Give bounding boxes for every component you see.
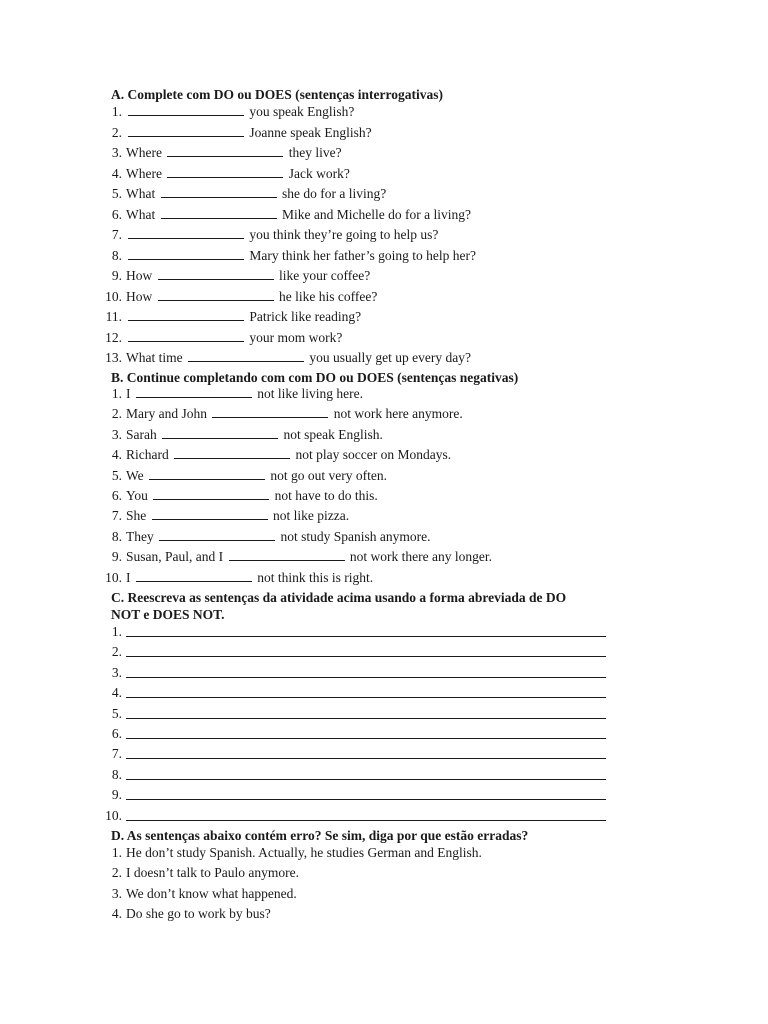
section-c-item — [100, 765, 620, 785]
item-number: 10. — [105, 288, 122, 304]
answer-blank[interactable] — [161, 185, 277, 198]
item-suffix: not speak English. — [283, 426, 383, 442]
item-number: 2. — [111, 644, 122, 660]
item-suffix: he like his coffee? — [279, 288, 378, 304]
item-number: 13. — [105, 350, 122, 365]
item-suffix: Joanne speak English? — [249, 124, 372, 140]
item-text — [126, 445, 451, 465]
item-suffix: not play soccer on Mondays. — [295, 447, 452, 463]
section-c-item — [100, 622, 620, 642]
item-number: 4. — [111, 685, 122, 701]
item-number: 4. — [111, 906, 122, 922]
answer-blank[interactable] — [159, 528, 275, 541]
item-prefix: Where — [126, 165, 162, 181]
answer-blank[interactable] — [128, 329, 244, 342]
item-text — [126, 547, 492, 567]
item-text — [126, 246, 476, 266]
item-number: 7. — [111, 227, 122, 242]
item-text: He don’t study Spanish. Actually, he studies German and English. — [126, 845, 482, 860]
item-text — [126, 143, 342, 163]
item-suffix: not work there any longer. — [349, 549, 492, 565]
item-suffix: Jack work? — [288, 165, 350, 181]
answer-blank[interactable] — [167, 165, 283, 178]
item-number: 10. — [105, 569, 122, 585]
answer-blank[interactable] — [153, 487, 269, 500]
item-number: 1. — [111, 624, 122, 639]
answer-blank[interactable] — [212, 405, 328, 418]
section-d-heading: D. As sentenças abaixo contém erro? Se sim, diga por que estão erradas? — [111, 828, 529, 843]
item-text — [126, 384, 363, 404]
item-number: 4. — [111, 447, 122, 463]
item-suffix: you usually get up every day? — [309, 350, 471, 365]
item-number: 9. — [111, 787, 122, 803]
item-suffix: they live? — [288, 145, 342, 160]
item-text — [126, 348, 471, 368]
item-number: 10. — [105, 807, 122, 823]
section-c-item — [100, 683, 620, 703]
item-number: 5. — [111, 467, 122, 483]
answer-blank[interactable] — [128, 226, 244, 239]
item-prefix: What — [126, 186, 156, 201]
item-prefix: What — [126, 206, 156, 222]
item-suffix: you speak English? — [249, 104, 355, 119]
item-number: 8. — [111, 528, 122, 544]
item-number: 7. — [111, 746, 122, 762]
item-number: 5. — [111, 186, 122, 201]
item-text: I doesn’t talk to Paulo anymore. — [126, 865, 299, 881]
item-number: 6. — [111, 206, 122, 222]
item-suffix: not have to do this. — [274, 488, 378, 503]
answer-blank[interactable] — [136, 385, 252, 398]
item-suffix: she do for a living? — [282, 186, 387, 201]
item-suffix: like your coffee? — [279, 268, 371, 283]
item-prefix: Susan, Paul, and I — [126, 549, 224, 565]
answer-blank[interactable] — [152, 507, 268, 520]
item-prefix: Mary and John — [126, 406, 207, 422]
item-prefix: How — [126, 288, 153, 304]
answer-line[interactable] — [126, 806, 606, 821]
item-suffix: Patrick like reading? — [249, 309, 362, 324]
item-number: 3. — [111, 664, 122, 680]
item-prefix: I — [126, 569, 131, 585]
item-text — [126, 287, 377, 307]
item-text — [126, 527, 431, 547]
answer-line[interactable] — [126, 744, 606, 759]
answer-line[interactable] — [126, 683, 606, 698]
section-a-heading: A. Complete com DO ou DOES (sentenças interrogativas) — [111, 87, 443, 102]
item-prefix: We — [126, 467, 144, 483]
answer-blank[interactable] — [158, 267, 274, 280]
answer-line[interactable] — [126, 642, 606, 657]
answer-blank[interactable] — [128, 103, 244, 116]
item-prefix: They — [126, 528, 154, 544]
item-number: 4. — [111, 165, 122, 181]
item-prefix: How — [126, 268, 153, 283]
item-text — [126, 184, 386, 204]
section-c-heading-cont: NOT e DOES NOT. — [111, 607, 225, 622]
item-text — [126, 486, 378, 506]
item-suffix: Mary think her father’s going to help her? — [249, 247, 476, 263]
answer-blank[interactable] — [128, 247, 244, 260]
item-suffix: Mike and Michelle do for a living? — [282, 206, 471, 222]
section-c-item — [100, 806, 620, 826]
item-number: 2. — [111, 124, 122, 140]
section-c-item — [100, 785, 620, 805]
section-c-heading: C. Reescreva as sentenças da atividade acima usando a forma abreviada de DO — [111, 590, 567, 605]
answer-line[interactable] — [126, 785, 606, 800]
item-number: 3. — [111, 885, 122, 901]
item-number: 9. — [111, 268, 122, 283]
answer-line[interactable] — [126, 663, 606, 678]
item-text — [126, 307, 361, 327]
item-number: 7. — [111, 508, 122, 524]
item-number: 6. — [111, 488, 122, 503]
item-suffix: not like living here. — [257, 386, 363, 401]
item-suffix: not work here anymore. — [333, 406, 463, 422]
item-number: 1. — [111, 386, 122, 401]
answer-blank[interactable] — [167, 144, 283, 157]
item-text — [126, 568, 373, 588]
item-suffix: not study Spanish anymore. — [280, 528, 431, 544]
item-text — [126, 425, 383, 445]
item-number: 8. — [111, 766, 122, 782]
answer-line[interactable] — [126, 724, 606, 739]
item-text — [126, 102, 354, 122]
item-number: 12. — [105, 329, 122, 345]
item-number: 1. — [111, 845, 122, 860]
item-number: 1. — [111, 104, 122, 119]
item-text — [126, 266, 370, 286]
item-number: 3. — [111, 145, 122, 160]
section-c-item — [100, 663, 620, 683]
item-number: 6. — [111, 726, 122, 741]
answer-line[interactable] — [126, 765, 606, 780]
item-text — [126, 404, 463, 424]
item-text — [126, 164, 350, 184]
item-prefix: Sarah — [126, 426, 157, 442]
item-text: We don’t know what happened. — [126, 885, 297, 901]
answer-blank[interactable] — [188, 349, 304, 362]
answer-blank[interactable] — [174, 446, 290, 459]
item-number: 2. — [111, 865, 122, 881]
item-text — [126, 466, 387, 486]
item-text — [126, 328, 342, 348]
item-prefix: What time — [126, 350, 183, 365]
section-b-heading: B. Continue completando com com DO ou DOES (sentenças negativas) — [111, 370, 519, 385]
answer-blank[interactable] — [128, 308, 244, 321]
section-c-item — [100, 724, 620, 744]
item-prefix: Richard — [126, 447, 169, 463]
item-suffix: not go out very often. — [270, 467, 388, 483]
item-text — [126, 506, 349, 526]
item-text — [126, 123, 372, 143]
item-prefix: You — [126, 488, 148, 503]
item-prefix: She — [126, 508, 147, 524]
section-c-item — [100, 642, 620, 662]
answer-blank[interactable] — [162, 426, 278, 439]
answer-blank[interactable] — [229, 548, 345, 561]
item-text: Do she go to work by bus? — [126, 906, 271, 922]
item-number: 9. — [111, 549, 122, 565]
item-text — [126, 225, 438, 245]
item-number: 3. — [111, 426, 122, 442]
item-prefix: I — [126, 386, 131, 401]
section-c-item — [100, 704, 620, 724]
item-text — [126, 205, 471, 225]
answer-line[interactable] — [126, 704, 606, 719]
item-suffix: not like pizza. — [273, 508, 350, 524]
item-number: 8. — [111, 247, 122, 263]
item-suffix: your mom work? — [249, 329, 343, 345]
section-c-item — [100, 744, 620, 764]
item-number: 2. — [111, 406, 122, 422]
item-number: 11. — [105, 309, 122, 324]
item-number: 5. — [111, 705, 122, 721]
item-suffix: you think they’re going to help us? — [249, 227, 439, 242]
answer-blank[interactable] — [149, 467, 265, 480]
answer-blank[interactable] — [136, 569, 252, 582]
answer-line[interactable] — [126, 622, 606, 637]
item-prefix: Where — [126, 145, 162, 160]
answer-blank[interactable] — [128, 124, 244, 137]
answer-blank[interactable] — [161, 206, 277, 219]
answer-blank[interactable] — [158, 288, 274, 301]
item-suffix: not think this is right. — [257, 569, 374, 585]
